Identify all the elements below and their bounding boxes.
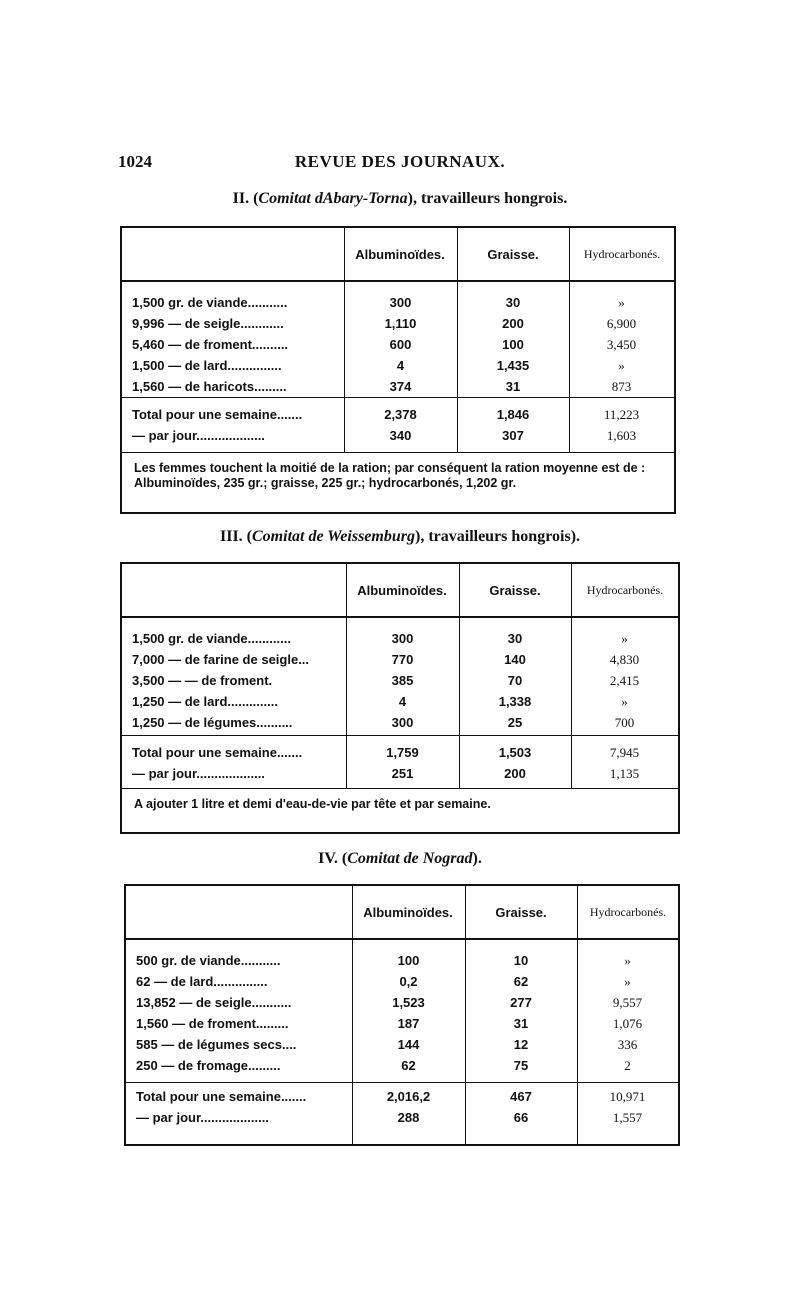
hydrocarbones-value: 9,557 [612, 995, 643, 1010]
total-row [126, 1107, 678, 1128]
albuminoides-value: 2,016,2 [386, 1089, 431, 1104]
hydrocarbones-value: » [621, 694, 628, 709]
albuminoides-value: 340 [389, 428, 412, 443]
row-label: 1,250 — de légumes.......... [132, 715, 293, 730]
graisse-value: 25 [507, 715, 523, 730]
table-row [122, 712, 678, 733]
total-row [122, 425, 674, 446]
albuminoides-value: 0,2 [399, 974, 418, 989]
table-row [126, 1055, 678, 1076]
column-header-albuminoides: Albuminoïdes. [355, 246, 445, 262]
table-row [122, 313, 674, 334]
row-label: 1,560 — de froment......... [136, 1016, 289, 1031]
graisse-value: 62 [513, 974, 529, 989]
albuminoides-value: 1,110 [384, 316, 417, 331]
hydrocarbones-value: 1,603 [606, 428, 637, 443]
hydrocarbones-value: 10,971 [609, 1089, 646, 1104]
total-row [126, 1086, 678, 1107]
graisse-value: 30 [507, 631, 523, 646]
row-label: 7,000 — de farine de seigle... [132, 652, 310, 667]
graisse-value: 140 [504, 652, 526, 667]
table-row [122, 334, 674, 355]
section-heading-iv: IV. (Comitat de Nograd). [318, 850, 482, 867]
column-header-graisse: Graisse. [487, 246, 539, 262]
graisse-value: 31 [505, 379, 521, 394]
table-note: A ajouter 1 litre et demi d'eau-de-vie par tête et par semaine. [134, 797, 491, 811]
running-title: REVUE DES JOURNAUX. [294, 152, 506, 171]
section-rest: . [477, 850, 482, 867]
hydrocarbones-value: 7,945 [609, 745, 640, 760]
albuminoides-value: 374 [389, 379, 412, 394]
row-label: — par jour................... [136, 1110, 269, 1125]
graisse-value: 277 [510, 995, 532, 1010]
row-label: 1,500 gr. de viande........... [132, 295, 288, 310]
hydrocarbones-value: » [621, 631, 628, 646]
albuminoides-value: 144 [397, 1037, 420, 1052]
ration-table-iii [120, 562, 680, 834]
table-row [122, 691, 678, 712]
table-row [126, 1013, 678, 1034]
table-row [126, 1034, 678, 1055]
hydrocarbones-value: 1,135 [609, 766, 640, 781]
hydrocarbones-value: 1,076 [612, 1016, 643, 1031]
albuminoides-value: 4 [396, 358, 405, 373]
hydrocarbones-value: 700 [614, 715, 635, 730]
table-row [126, 971, 678, 992]
total-row [122, 742, 678, 763]
section-numeral: II. [232, 190, 250, 207]
hydrocarbones-value: 4,830 [609, 652, 640, 667]
hydrocarbones-value: 6,900 [606, 316, 637, 331]
hydrocarbones-value: 2 [624, 1058, 631, 1073]
column-header-hydrocarbones: Hydrocarbonés. [586, 582, 664, 597]
graisse-value: 1,338 [498, 694, 532, 709]
row-label: 1,500 gr. de viande............ [132, 631, 291, 646]
albuminoides-value: 4 [398, 694, 407, 709]
albuminoides-value: 300 [391, 631, 414, 646]
hydrocarbones-value: 873 [611, 379, 632, 394]
row-label: 250 — de fromage......... [136, 1058, 281, 1073]
graisse-value: 467 [510, 1089, 532, 1104]
hydrocarbones-value: » [618, 295, 625, 310]
row-label: 500 gr. de viande........... [136, 953, 281, 968]
graisse-value: 200 [504, 766, 526, 781]
albuminoides-value: 1,523 [392, 995, 425, 1010]
section-rest: , travailleurs hongrois). [420, 528, 581, 545]
section-place: Comitat de Nograd [347, 850, 473, 867]
column-header-albuminoides: Albuminoïdes. [357, 582, 447, 598]
albuminoides-value: 385 [391, 673, 414, 688]
row-label: 5,460 — de froment.......... [132, 337, 289, 352]
albuminoides-value: 251 [391, 766, 414, 781]
column-header-albuminoides: Albuminoïdes. [363, 904, 453, 920]
table-row [126, 992, 678, 1013]
graisse-value: 100 [502, 337, 524, 352]
graisse-value: 1,435 [496, 358, 530, 373]
table-row [122, 649, 678, 670]
section-place: Comitat dAbary-Torna [258, 190, 408, 207]
row-label: Total pour une semaine....... [132, 407, 303, 422]
albuminoides-value: 100 [397, 953, 420, 968]
graisse-value: 31 [513, 1016, 529, 1031]
ration-table-iv [124, 884, 680, 1146]
albuminoides-value: 2,378 [384, 407, 417, 422]
table-header [122, 228, 674, 282]
row-label: Total pour une semaine....... [132, 745, 303, 760]
row-label: — par jour................... [132, 766, 265, 781]
albuminoides-value: 300 [391, 715, 414, 730]
hydrocarbones-value: 2,415 [609, 673, 640, 688]
table-note: Les femmes touchent la moitié de la ration; par conséquent la ration moyenne est de : Albuminoïdes, 235 gr.; graisse, 225 gr.; hydrocarbonés, 1,202 gr. [134, 461, 646, 490]
row-label: 9,996 — de seigle............ [132, 316, 284, 331]
graisse-value: 12 [513, 1037, 529, 1052]
hydrocarbones-value: 336 [617, 1037, 638, 1052]
table-row [122, 670, 678, 691]
hydrocarbones-value: » [624, 953, 631, 968]
albuminoides-value: 600 [389, 337, 412, 352]
graisse-value: 66 [513, 1110, 529, 1125]
graisse-value: 307 [502, 428, 524, 443]
row-label: 1,500 — de lard............... [132, 358, 282, 373]
hydrocarbones-value: » [618, 358, 625, 373]
graisse-value: 70 [507, 673, 523, 688]
section-rest: , travailleurs hongrois. [412, 190, 568, 207]
table-header [122, 564, 678, 618]
column-header-hydrocarbones: Hydrocarbonés. [589, 904, 667, 919]
albuminoides-value: 1,759 [386, 745, 419, 760]
section-numeral: III. [219, 528, 243, 545]
column-header-graisse: Graisse. [495, 904, 547, 920]
row-label: 1,250 — de lard.............. [132, 694, 278, 709]
page-number: 1024 [118, 152, 152, 171]
section-place: Comitat de Weissemburg [252, 528, 415, 545]
albuminoides-value: 288 [397, 1110, 420, 1125]
row-label: — par jour................... [132, 428, 265, 443]
column-header-hydrocarbones: Hydrocarbonés. [583, 246, 661, 261]
hydrocarbones-value: » [624, 974, 631, 989]
row-label: 3,500 — — de froment. [132, 673, 273, 688]
hydrocarbones-value: 3,450 [606, 337, 637, 352]
graisse-value: 75 [513, 1058, 529, 1073]
graisse-value: 200 [502, 316, 524, 331]
ration-table-ii [120, 226, 676, 514]
section-numeral: IV. [318, 850, 338, 867]
hydrocarbones-value: 11,223 [603, 407, 640, 422]
row-label: 585 — de légumes secs.... [136, 1037, 297, 1052]
table-row [122, 292, 674, 313]
graisse-value: 30 [505, 295, 521, 310]
section-heading-iii: III. (Comitat de Weissemburg), travailleurs hongrois). [219, 528, 581, 545]
graisse-value: 10 [513, 953, 529, 968]
row-label: 62 — de lard............... [136, 974, 268, 989]
table-row [126, 950, 678, 971]
table-row [122, 376, 674, 397]
albuminoides-value: 300 [389, 295, 412, 310]
section-heading-ii: II. (Comitat dAbary-Torna), travailleurs hongrois. [232, 190, 568, 207]
total-row [122, 763, 678, 784]
row-label: Total pour une semaine....... [136, 1089, 307, 1104]
albuminoides-value: 62 [401, 1058, 416, 1073]
graisse-value: 1,846 [496, 407, 530, 422]
page-header [0, 152, 800, 176]
column-header-graisse: Graisse. [489, 582, 541, 598]
hydrocarbones-value: 1,557 [612, 1110, 643, 1125]
table-row [122, 628, 678, 649]
total-row [122, 404, 674, 425]
albuminoides-value: 187 [397, 1016, 420, 1031]
row-label: 13,852 — de seigle........... [136, 995, 292, 1010]
table-header [126, 886, 678, 940]
graisse-value: 1,503 [498, 745, 532, 760]
table-row [122, 355, 674, 376]
row-label: 1,560 — de haricots......... [132, 379, 287, 394]
albuminoides-value: 770 [391, 652, 414, 667]
